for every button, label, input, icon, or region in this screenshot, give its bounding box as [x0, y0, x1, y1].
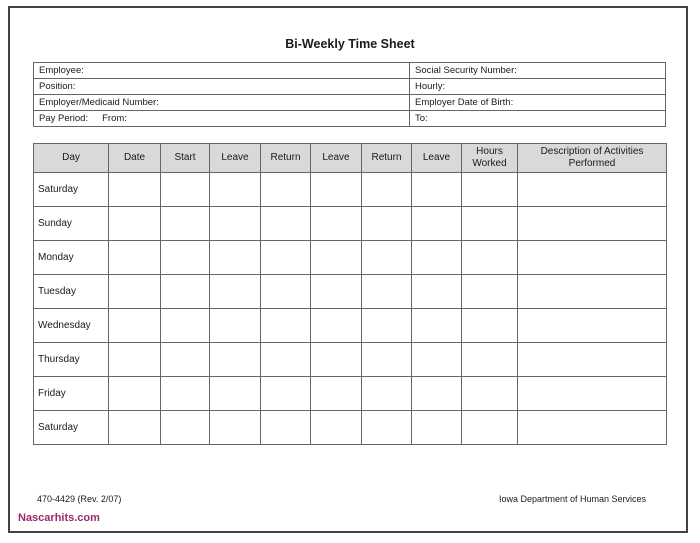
- entry-cell[interactable]: [412, 343, 462, 377]
- day-label: Saturday: [34, 173, 109, 207]
- header-return: Return: [362, 144, 412, 173]
- entry-cell[interactable]: [362, 411, 412, 445]
- entry-cell[interactable]: [462, 173, 518, 207]
- info-row-employee: [34, 63, 666, 79]
- info-row-employer: [34, 95, 666, 111]
- entry-cell[interactable]: [412, 411, 462, 445]
- entry-cell[interactable]: [161, 411, 210, 445]
- entry-cell[interactable]: [462, 207, 518, 241]
- entry-cell[interactable]: [261, 173, 311, 207]
- table-row: [34, 275, 667, 309]
- entry-cell[interactable]: [462, 411, 518, 445]
- entry-cell[interactable]: [261, 241, 311, 275]
- header-row: [34, 144, 667, 173]
- entry-cell[interactable]: [462, 343, 518, 377]
- table-row: [34, 173, 667, 207]
- header-description: Description of Activities Performed: [518, 144, 667, 173]
- pay-period-field[interactable]: [34, 111, 410, 127]
- entry-cell[interactable]: [161, 275, 210, 309]
- entry-cell[interactable]: [362, 343, 412, 377]
- entry-cell[interactable]: [362, 173, 412, 207]
- header-hours-worked: Hours Worked: [462, 144, 518, 173]
- day-label: Monday: [34, 241, 109, 275]
- hourly-field[interactable]: Hourly:: [410, 79, 666, 95]
- entry-cell[interactable]: [210, 173, 261, 207]
- entry-cell[interactable]: [462, 377, 518, 411]
- from-label: From:: [102, 113, 127, 124]
- form-number: 470-4429 (Rev. 2/07): [37, 494, 122, 504]
- entry-cell[interactable]: [261, 377, 311, 411]
- header-day: Day: [34, 144, 109, 173]
- department-name: Iowa Department of Human Services: [499, 494, 647, 504]
- employee-field[interactable]: Employee:: [34, 63, 410, 79]
- day-label: Tuesday: [34, 275, 109, 309]
- entry-cell[interactable]: [210, 275, 261, 309]
- entry-cell[interactable]: [362, 241, 412, 275]
- entry-cell[interactable]: [210, 411, 261, 445]
- entry-cell[interactable]: [362, 377, 412, 411]
- table-row: [34, 241, 667, 275]
- info-row-pay-period: [34, 111, 666, 127]
- entry-cell[interactable]: [210, 309, 261, 343]
- entry-cell[interactable]: [311, 309, 362, 343]
- entry-cell[interactable]: [462, 241, 518, 275]
- entry-cell[interactable]: [311, 411, 362, 445]
- entry-cell[interactable]: [161, 377, 210, 411]
- table-row: [34, 309, 667, 343]
- entry-cell[interactable]: [311, 173, 362, 207]
- entry-cell[interactable]: [362, 207, 412, 241]
- entry-cell[interactable]: [161, 207, 210, 241]
- entry-cell[interactable]: [261, 207, 311, 241]
- entry-cell[interactable]: [210, 207, 261, 241]
- entry-cell[interactable]: [109, 377, 161, 411]
- entry-cell[interactable]: [311, 241, 362, 275]
- employee-info-table: [33, 62, 666, 127]
- entry-cell[interactable]: [412, 241, 462, 275]
- day-label: Wednesday: [34, 309, 109, 343]
- entry-cell[interactable]: [109, 207, 161, 241]
- entry-cell[interactable]: [161, 343, 210, 377]
- ssn-field[interactable]: Social Security Number:: [410, 63, 666, 79]
- entry-cell[interactable]: [210, 241, 261, 275]
- header-leave: Leave: [412, 144, 462, 173]
- entry-cell[interactable]: [109, 343, 161, 377]
- entry-cell[interactable]: [109, 411, 161, 445]
- entry-cell[interactable]: [412, 173, 462, 207]
- entry-cell[interactable]: [261, 309, 311, 343]
- day-label: Friday: [34, 377, 109, 411]
- day-label: Thursday: [34, 343, 109, 377]
- header-date: Date: [109, 144, 161, 173]
- entry-cell[interactable]: [109, 241, 161, 275]
- entry-cell[interactable]: [412, 275, 462, 309]
- entry-cell[interactable]: [311, 207, 362, 241]
- day-label: Sunday: [34, 207, 109, 241]
- entry-cell[interactable]: [518, 411, 667, 445]
- employer-number-field[interactable]: Employer/Medicaid Number:: [34, 95, 410, 111]
- header-return: Return: [261, 144, 311, 173]
- entry-cell[interactable]: [261, 275, 311, 309]
- entry-cell[interactable]: [261, 343, 311, 377]
- entry-cell[interactable]: [311, 343, 362, 377]
- day-label: Saturday: [34, 411, 109, 445]
- entry-cell[interactable]: [109, 173, 161, 207]
- entry-cell[interactable]: [311, 275, 362, 309]
- entry-cell[interactable]: [518, 377, 667, 411]
- entry-cell[interactable]: [412, 309, 462, 343]
- entry-cell[interactable]: [161, 309, 210, 343]
- entry-cell[interactable]: [311, 377, 362, 411]
- entry-cell[interactable]: [518, 343, 667, 377]
- entry-cell[interactable]: [518, 309, 667, 343]
- table-row: [34, 377, 667, 411]
- entry-cell[interactable]: [412, 377, 462, 411]
- entry-cell[interactable]: [362, 275, 412, 309]
- entry-cell[interactable]: [109, 275, 161, 309]
- entry-cell[interactable]: [161, 241, 210, 275]
- entry-cell[interactable]: [462, 309, 518, 343]
- employer-dob-field[interactable]: Employer Date of Birth:: [410, 95, 666, 111]
- entry-cell[interactable]: [109, 309, 161, 343]
- table-row: [34, 207, 667, 241]
- position-field[interactable]: Position:: [34, 79, 410, 95]
- header-leave: Leave: [311, 144, 362, 173]
- entry-cell[interactable]: [462, 275, 518, 309]
- entry-cell[interactable]: [518, 241, 667, 275]
- entry-cell[interactable]: [518, 275, 667, 309]
- watermark-logo: Nascarhits.com: [18, 512, 100, 524]
- entry-cell[interactable]: [518, 173, 667, 207]
- info-row-position: [34, 79, 666, 95]
- entry-cell[interactable]: [518, 207, 667, 241]
- header-start: Start: [161, 144, 210, 173]
- entry-cell[interactable]: [412, 207, 462, 241]
- table-row: [34, 411, 667, 445]
- time-sheet-table: [33, 143, 667, 445]
- entry-cell[interactable]: [362, 309, 412, 343]
- entry-cell[interactable]: [210, 377, 261, 411]
- entry-cell[interactable]: [161, 173, 210, 207]
- entry-cell[interactable]: [210, 343, 261, 377]
- form-title: Bi-Weekly Time Sheet: [285, 37, 415, 51]
- header-leave: Leave: [210, 144, 261, 173]
- to-field[interactable]: To:: [410, 111, 666, 127]
- table-row: [34, 343, 667, 377]
- pay-period-label: Pay Period:: [39, 113, 89, 124]
- entry-cell[interactable]: [261, 411, 311, 445]
